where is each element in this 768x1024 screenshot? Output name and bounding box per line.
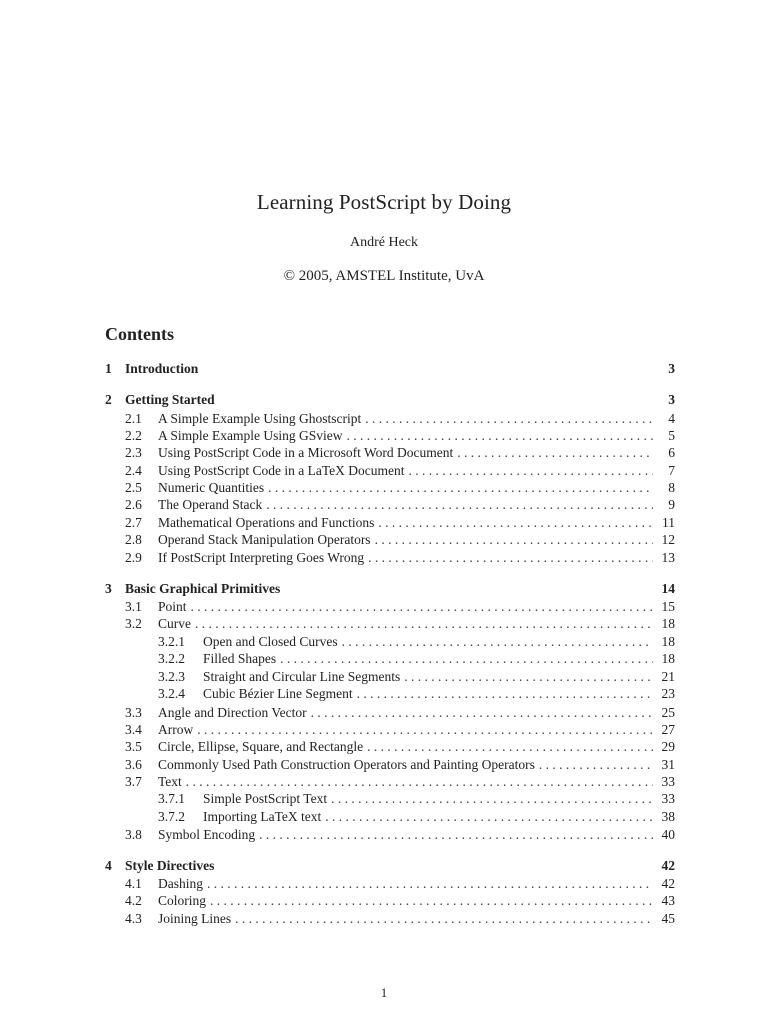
toc-entry-number: 2.5 bbox=[125, 480, 142, 495]
toc-leader-dots bbox=[365, 410, 653, 427]
toc-entry[interactable] bbox=[105, 496, 675, 513]
toc-leader-dots bbox=[378, 514, 653, 531]
toc-entry-page: 33 bbox=[661, 791, 675, 806]
toc-entry-title: Cubic Bézier Line Segment bbox=[203, 686, 353, 701]
toc-entry[interactable] bbox=[105, 549, 675, 566]
copyright-line: © 2005, AMSTEL Institute, UvA bbox=[283, 268, 485, 284]
toc-leader-dots bbox=[235, 910, 653, 927]
toc-entry-title: Straight and Circular Line Segments bbox=[203, 669, 401, 684]
toc-entry-number: 3.3 bbox=[125, 705, 142, 720]
toc-entry[interactable] bbox=[105, 738, 675, 755]
toc-leader-dots bbox=[259, 826, 653, 843]
toc-entry-number: 2.4 bbox=[125, 463, 142, 478]
toc-entry-number: 2.7 bbox=[125, 515, 142, 530]
toc-entry[interactable] bbox=[105, 875, 675, 892]
toc-leader-dots bbox=[191, 598, 653, 615]
toc-leader-dots bbox=[357, 685, 653, 702]
toc-entry[interactable] bbox=[105, 910, 675, 927]
toc-entry-title: Using PostScript Code in a Microsoft Word Document bbox=[158, 445, 454, 460]
toc-entry[interactable] bbox=[105, 892, 675, 909]
toc-entry-title: Dashing bbox=[158, 876, 203, 891]
toc-entry-page: 8 bbox=[668, 480, 675, 495]
page-number: 1 bbox=[380, 985, 388, 1000]
toc-entry[interactable] bbox=[105, 514, 675, 531]
toc-entry-title: Introduction bbox=[125, 361, 199, 376]
toc-entry-title: Numeric Quantities bbox=[158, 480, 265, 495]
toc-entry-page: 11 bbox=[662, 515, 675, 530]
toc-leader-dots bbox=[375, 531, 653, 548]
toc-entry-number: 3.2.3 bbox=[158, 669, 185, 684]
toc-entry-page: 27 bbox=[661, 722, 675, 737]
toc-leader-dots bbox=[367, 738, 653, 755]
document-author: André Heck bbox=[349, 235, 419, 250]
toc-entry-page: 4 bbox=[668, 411, 675, 426]
toc-entry-page: 6 bbox=[668, 445, 675, 460]
toc-entry-page: 23 bbox=[661, 686, 675, 701]
toc-leader-dots bbox=[331, 790, 653, 807]
toc-leader-dots bbox=[409, 462, 653, 479]
toc-entry-number: 3.7.1 bbox=[158, 791, 185, 806]
toc-leader-dots bbox=[347, 427, 654, 444]
toc-leader-dots bbox=[197, 721, 653, 738]
toc-entry-title: Text bbox=[158, 774, 182, 789]
toc-entry-page: 7 bbox=[668, 463, 675, 478]
toc-entry-number: 3.8 bbox=[125, 827, 142, 842]
toc-entry-title: Joining Lines bbox=[158, 911, 232, 926]
toc-entry-title: If PostScript Interpreting Goes Wrong bbox=[158, 550, 365, 565]
toc-leader-dots bbox=[268, 479, 653, 496]
toc-entry-number: 3.4 bbox=[125, 722, 142, 737]
toc-leader-dots bbox=[342, 633, 653, 650]
document-title: Learning PostScript by Doing bbox=[256, 190, 512, 214]
toc-leader-dots bbox=[195, 615, 653, 632]
toc-leader-dots bbox=[457, 444, 653, 461]
toc-entry-number: 3.5 bbox=[125, 739, 142, 754]
toc-entry-number: 2.6 bbox=[125, 497, 142, 512]
toc-leader-dots bbox=[539, 756, 653, 773]
toc-entry[interactable] bbox=[105, 685, 675, 702]
toc-entry-page: 18 bbox=[661, 651, 675, 666]
toc-entry-page: 3 bbox=[668, 392, 675, 407]
toc-entry[interactable] bbox=[105, 444, 675, 461]
toc-entry-title: Commonly Used Path Construction Operators and Painting Operators bbox=[158, 757, 535, 772]
toc-entry-title: A Simple Example Using GSview bbox=[158, 428, 343, 443]
toc-entry-title: Mathematical Operations and Functions bbox=[158, 515, 375, 530]
toc-entry-title: Arrow bbox=[158, 722, 194, 737]
toc-entry[interactable] bbox=[105, 756, 675, 773]
toc-entry[interactable] bbox=[105, 857, 675, 874]
toc-entry-number: 4.1 bbox=[125, 876, 142, 891]
toc-entry-number: 1 bbox=[105, 361, 112, 376]
toc-entry-title: Symbol Encoding bbox=[158, 827, 256, 842]
toc-entry-page: 21 bbox=[661, 669, 675, 684]
toc-entry[interactable] bbox=[105, 391, 675, 408]
toc-entry-title: Circle, Ellipse, Square, and Rectangle bbox=[158, 739, 364, 754]
toc-entry[interactable] bbox=[105, 598, 675, 615]
toc-entry[interactable] bbox=[105, 633, 675, 650]
toc-entry-title: Curve bbox=[158, 616, 191, 631]
toc-entry[interactable] bbox=[105, 615, 675, 632]
toc-leader-dots bbox=[186, 773, 653, 790]
toc-entry-title: Filled Shapes bbox=[203, 651, 277, 666]
toc-leader-dots bbox=[210, 892, 653, 909]
toc-entry-page: 43 bbox=[661, 893, 675, 908]
toc-entry-number: 3.2 bbox=[125, 616, 142, 631]
toc-entry-page: 3 bbox=[668, 361, 675, 376]
toc-entry[interactable] bbox=[105, 704, 675, 721]
toc-entry-number: 2.1 bbox=[125, 411, 142, 426]
toc-entry-title: Using PostScript Code in a LaTeX Document bbox=[158, 463, 405, 478]
toc-leader-dots bbox=[266, 496, 653, 513]
toc-entry-page: 40 bbox=[661, 827, 675, 842]
toc-entry-page: 13 bbox=[661, 550, 675, 565]
toc-entry-title: Basic Graphical Primitives bbox=[125, 581, 281, 596]
toc-entry-page: 18 bbox=[661, 616, 675, 631]
toc-entry-number: 3.2.1 bbox=[158, 634, 185, 649]
toc-entry-title: A Simple Example Using Ghostscript bbox=[158, 411, 362, 426]
toc-entry[interactable] bbox=[105, 427, 675, 444]
toc-entry-page: 5 bbox=[668, 428, 675, 443]
toc-leader-dots bbox=[325, 808, 653, 825]
toc-entry-title: Simple PostScript Text bbox=[203, 791, 328, 806]
toc-entry[interactable] bbox=[105, 531, 675, 548]
toc-entry-number: 3.2.4 bbox=[158, 686, 185, 701]
toc-entry-number: 2 bbox=[105, 392, 112, 407]
toc-entry-page: 42 bbox=[661, 858, 675, 873]
toc-entry-page: 42 bbox=[661, 876, 675, 891]
toc-entry-page: 15 bbox=[661, 599, 675, 614]
toc-entry[interactable] bbox=[105, 410, 675, 427]
toc-entry-number: 2.8 bbox=[125, 532, 142, 547]
toc-entry-page: 12 bbox=[661, 532, 675, 547]
toc-entry-title: Operand Stack Manipulation Operators bbox=[158, 532, 371, 547]
toc-entry[interactable] bbox=[105, 650, 675, 667]
toc-entry-title: Coloring bbox=[158, 893, 207, 908]
contents-heading: Contents bbox=[105, 324, 175, 344]
toc-entry-number: 2.3 bbox=[125, 445, 142, 460]
toc-leader-dots bbox=[280, 650, 653, 667]
toc-entry-page: 29 bbox=[661, 739, 675, 754]
toc-entry-title: Open and Closed Curves bbox=[203, 634, 338, 649]
toc-leader-dots bbox=[368, 549, 653, 566]
toc-entry-number: 3 bbox=[105, 581, 112, 596]
toc-entry-number: 3.7 bbox=[125, 774, 142, 789]
toc-entry-number: 3.7.2 bbox=[158, 809, 185, 824]
toc-entry-number: 4.3 bbox=[125, 911, 142, 926]
toc-entry-number: 3.1 bbox=[125, 599, 142, 614]
toc-entry-number: 3.2.2 bbox=[158, 651, 185, 666]
toc-entry-title: The Operand Stack bbox=[158, 497, 263, 512]
toc-entry-page: 31 bbox=[661, 757, 675, 772]
toc-entry-page: 38 bbox=[661, 809, 675, 824]
toc-leader-dots bbox=[311, 704, 653, 721]
toc-entry-title: Getting Started bbox=[125, 392, 215, 407]
toc-entry-number: 2.2 bbox=[125, 428, 142, 443]
toc-entry[interactable] bbox=[105, 580, 675, 597]
toc-entry-page: 14 bbox=[661, 581, 675, 596]
toc-entry-title: Importing LaTeX text bbox=[203, 809, 322, 824]
toc-entry-number: 3.6 bbox=[125, 757, 142, 772]
toc-entry[interactable] bbox=[105, 668, 675, 685]
toc-entry[interactable] bbox=[105, 721, 675, 738]
toc-leader-dots bbox=[207, 875, 653, 892]
toc-entry[interactable] bbox=[105, 479, 675, 496]
toc-entry[interactable] bbox=[105, 790, 675, 807]
toc-leader-dots bbox=[404, 668, 653, 685]
toc-entry-number: 4.2 bbox=[125, 893, 142, 908]
toc-entry-page: 25 bbox=[661, 705, 675, 720]
toc-entry-title: Angle and Direction Vector bbox=[158, 705, 307, 720]
toc-entry[interactable] bbox=[105, 360, 675, 377]
toc-entry-page: 9 bbox=[668, 497, 675, 512]
toc-entry-page: 45 bbox=[661, 911, 675, 926]
toc-entry-title: Style Directives bbox=[125, 858, 215, 873]
toc-entry-number: 4 bbox=[105, 858, 112, 873]
toc-entry[interactable] bbox=[105, 462, 675, 479]
toc-entry[interactable] bbox=[105, 773, 675, 790]
toc-entry-page: 18 bbox=[661, 634, 675, 649]
toc-entry-number: 2.9 bbox=[125, 550, 142, 565]
toc-entry-page: 33 bbox=[661, 774, 675, 789]
toc-entry-title: Point bbox=[158, 599, 187, 614]
toc-entry[interactable] bbox=[105, 808, 675, 825]
toc-entry[interactable] bbox=[105, 826, 675, 843]
